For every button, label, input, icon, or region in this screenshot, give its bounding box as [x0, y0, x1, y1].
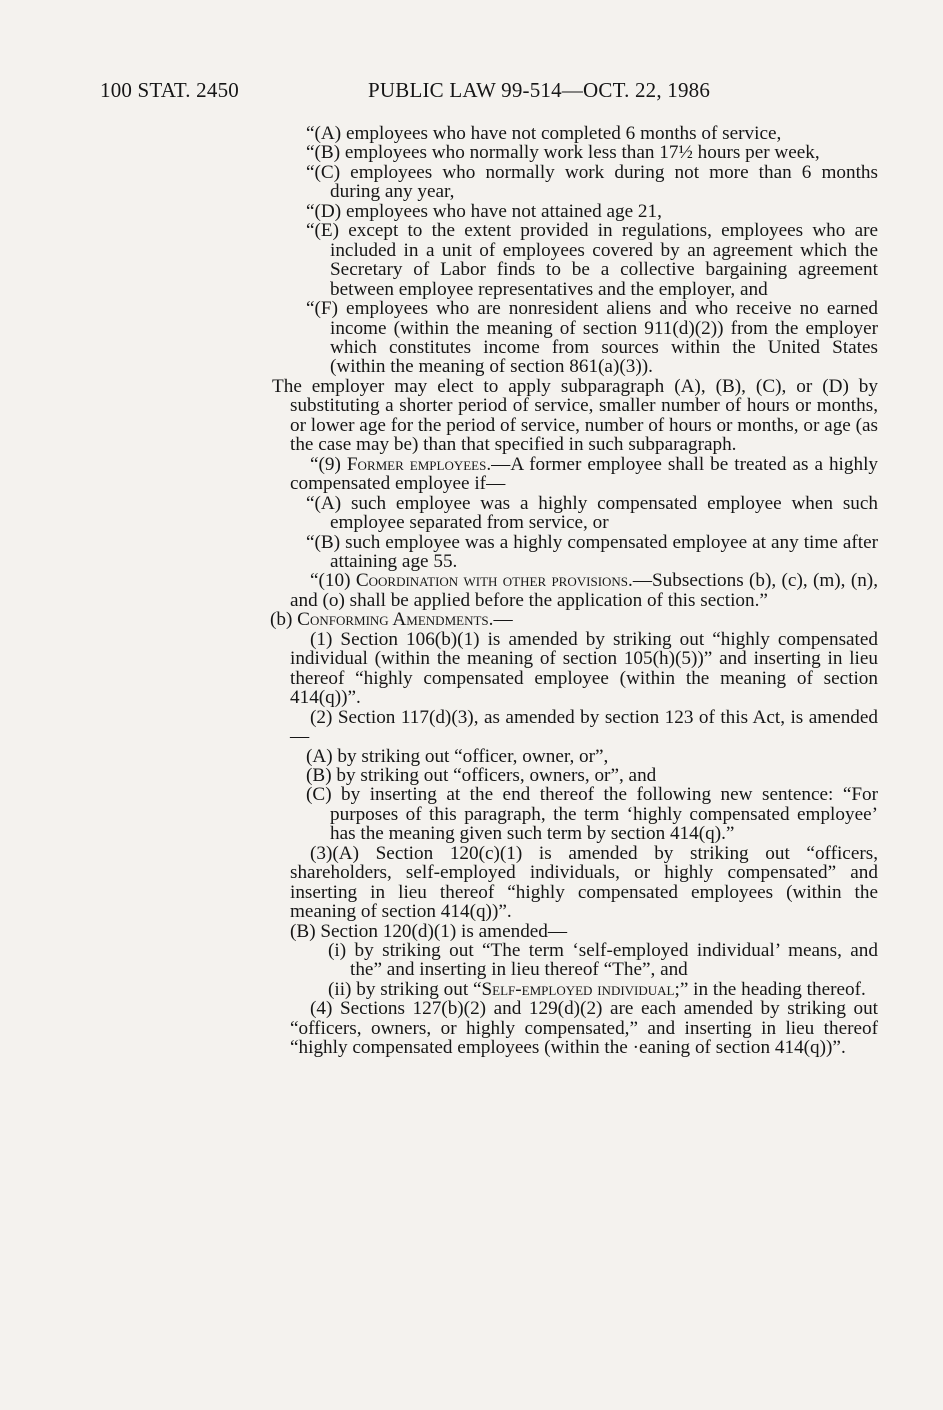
amendment-3-a: (3)(A) Section 120(c)(1) is amended by striking out “officers, shareholders, self-employed individuals, or highly compensated” and inserting in lieu thereof “highly compensated employees (within the meaning of section 414(q))”. [290, 842, 878, 923]
subsection-b-number: (b) [270, 609, 298, 631]
paragraph-9 [260, 455, 878, 494]
paragraph-9-b: “(B) such employee was a highly compensated employee at any time after attaining age 55. [306, 531, 878, 572]
amendment-3-b-ii-pre: (ii) by striking out “ [328, 978, 482, 1000]
amendment-3-b-ii [260, 980, 878, 999]
amendment-2-b: (B) by striking out “officers, owners, or”, and [306, 764, 657, 786]
page-header [100, 78, 880, 106]
paragraph-10-number: “(10) [310, 570, 356, 592]
clause-a: “(A) employees who have not completed 6 months of service, [306, 123, 782, 144]
amendment-2: (2) Section 117(d)(3), as amended by section 123 of this Act, is amended— [290, 706, 878, 748]
amendment-4: (4) Sections 127(b)(2) and 129(d)(2) are each amended by striking out “officers, owners, or highly compensated,” and inserting in lieu thereof “highly compensated employees (within the ·eaning of section 414(q))”. [290, 998, 878, 1059]
paragraph-10-text: .—Subsections (b), (c), (m), (n), and (o) shall be applied before the application of this section.” [290, 570, 878, 611]
statute-citation: 100 STAT. 2450 [100, 78, 239, 102]
subsection-b-title: Conforming Amendments [297, 609, 489, 631]
amendment-2-c: (C) by inserting at the end thereof the following new sentence: “For purposes of this paragraph, the term ‘highly compensated employee’ has the meaning given such term by section 414(q).” [306, 784, 878, 845]
amendment-1: (1) Section 106(b)(1) is amended by striking out “highly compensated individual (within the meaning of section 105(h)(5))” and inserting in lieu thereof “highly compensated employee (within the meaning of section 414(q))”. [290, 628, 878, 709]
paragraph-9-heading: Former employees [346, 453, 487, 475]
document-body [260, 124, 878, 1058]
paragraph-10 [260, 571, 878, 610]
public-law-title: PUBLIC LAW 99-514—OCT. 22, 1986 [368, 78, 711, 102]
clause-f: “(F) employees who are nonresident aliens and who receive no earned income (within the meaning of section 911(d)(2)) from the employer which constitutes income from sources within the United States (within the meaning of section 861(a)(3)). [306, 298, 878, 378]
subsection-b-dash: .— [488, 609, 513, 631]
paragraph-10-heading: Coordination with other provisions [355, 570, 629, 592]
clause-e: “(E) except to the extent provided in regulations, employees who are included in a unit of employees covered by an agreement which the Secretary of Labor finds to be a collective bargaining agreement between employee representatives and the employer, and [306, 220, 878, 300]
paragraph-9-number: “(9) [310, 453, 347, 475]
paragraph-9-text: .—A former employee shall be treated as a highly compensated employee if— [290, 453, 878, 495]
amendment-3-b-ii-post: ;” in the heading thereof. [674, 978, 866, 1000]
clause-d: “(D) employees who have not attained age 21, [306, 200, 662, 222]
subsection-b-heading [270, 610, 878, 629]
amendment-2-a: (A) by striking out “officer, owner, or”, [306, 745, 609, 767]
employer-election-paragraph: The employer may elect to apply subparagraph (A), (B), (C), or (D) by substituting a shorter period of service, smaller number of hours or months, or lower age for the period of service, number of hours or months, or age (as the case may be) than that specified in such subparagraph. [272, 375, 878, 456]
amendment-3-b-i: (i) by striking out “The term ‘self-employed individual’ means, and the” and inserting in lieu thereof “The”, and [328, 940, 878, 981]
clause-c: “(C) employees who normally work during not more than 6 months during any year, [306, 161, 878, 203]
amendment-3-b-ii-heading: Self-employed individual [481, 978, 675, 1000]
paragraph-9-a: “(A) such employee was a highly compensated employee when such employee separated from service, or [306, 492, 878, 534]
clause-b: “(B) employees who normally work less than 17½ hours per week, [306, 142, 820, 164]
amendment-3-b: (B) Section 120(d)(1) is amended— [290, 920, 568, 942]
